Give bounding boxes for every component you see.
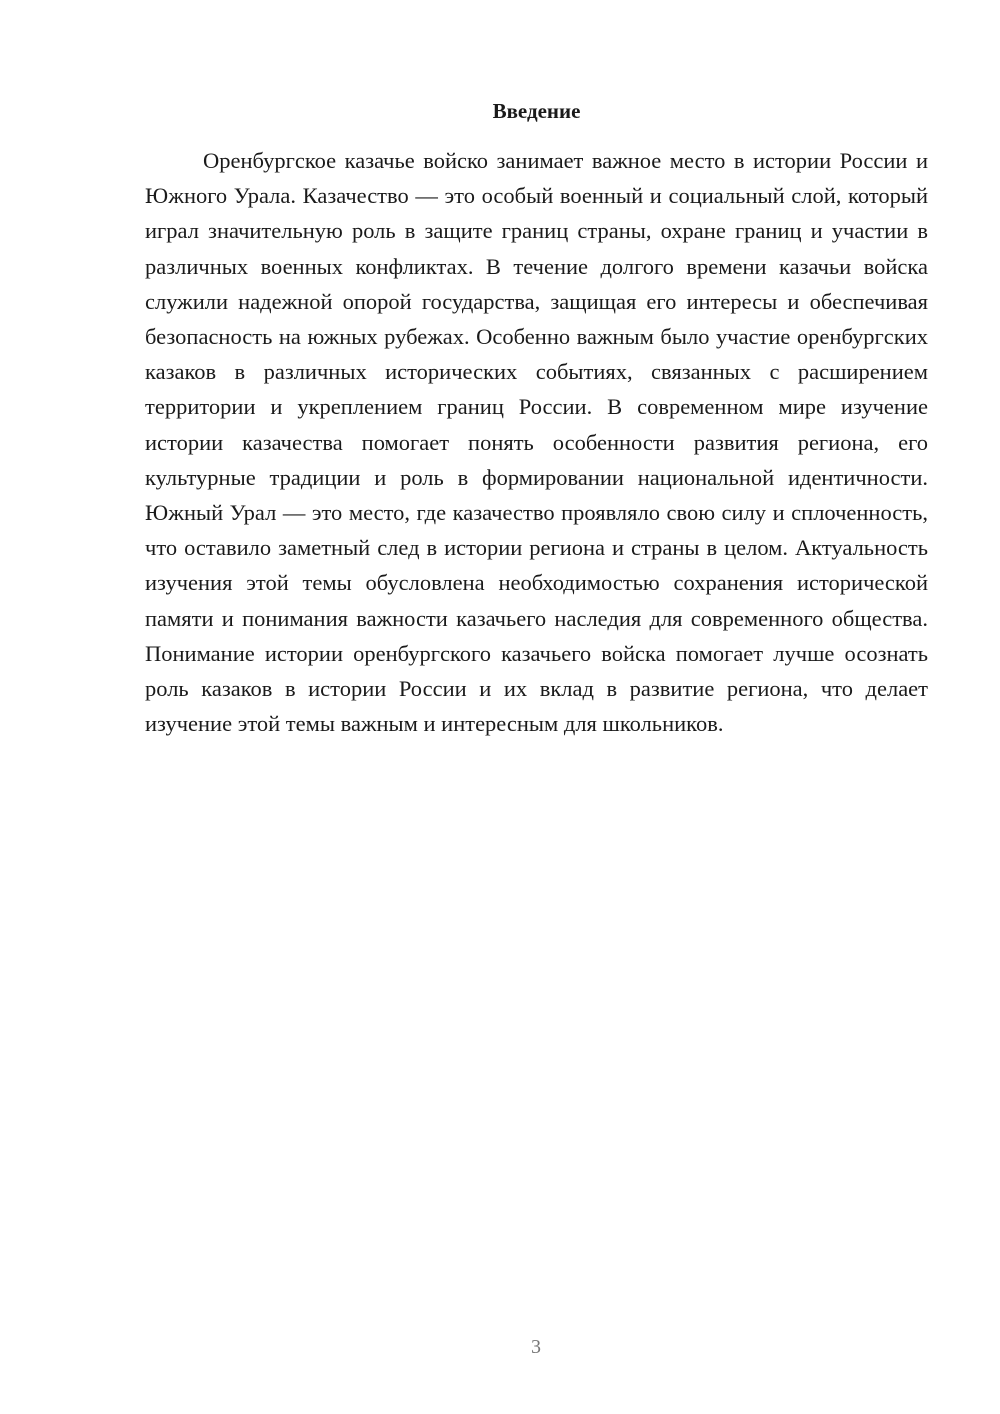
body-paragraph: Оренбургское казачье войско занимает важное место в истории России и Южного Урала. Казачество — это особый военный и социальный слой, который играл значительную роль в защите границ страны, охране границ и участии в различных военных конфликтах. В течение долгого времени казачьи войска служили надежной опорой государства, защищая его интересы и обеспечивая безопасность на южных рубежах. Особенно важным было участие оренбургских казаков в различных исторических событиях, связанных с расширением территории и укреплением границ России. В современном мире изучение истории казачества помогает понять особенности развития региона, его культурные традиции и роль в формировании национальной идентичности. Южный Урал — это место, где казачество проявляло свою силу и сплоченность, что оставило заметный след в истории региона и страны в целом. Актуальность изучения этой темы обусловлена необходимостью сохранения исторической памяти и понимания важности казачьего наследия для современного общества. Понимание истории оренбургского казачьего войска помогает лучше осознать роль казаков в истории России и их вклад в развитие региона, что делает изучение этой темы важным и интересным для школьников.: [145, 148, 928, 737]
section-title: Введение: [492, 99, 581, 123]
page-number: 3: [531, 1336, 541, 1358]
